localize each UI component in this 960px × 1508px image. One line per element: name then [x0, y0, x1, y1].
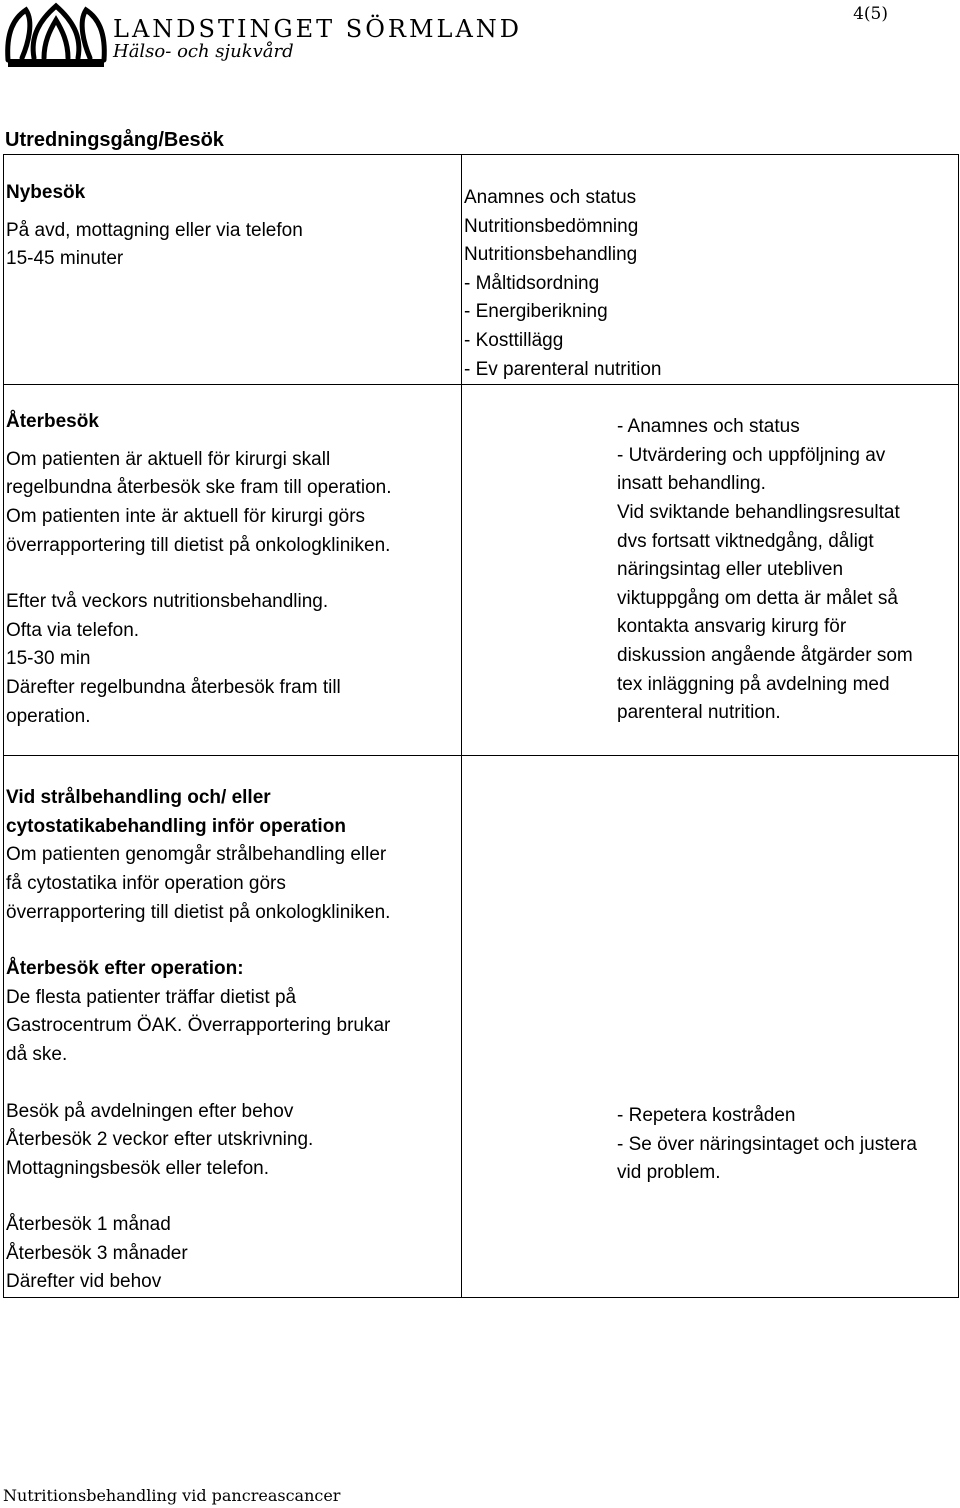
aterbesok-line: operation.: [6, 705, 91, 727]
after-operation-line: då ske.: [6, 1043, 68, 1065]
table-row-aterbesok: [4, 385, 959, 756]
after-operation-title: Återbesök efter operation:: [6, 958, 244, 980]
nybesok-description-cell: [4, 155, 462, 385]
stralbehandling-action: - Se över näringsintaget och justera: [617, 1133, 917, 1155]
nybesok-line: På avd, mottagning eller via telefon: [6, 219, 303, 241]
aterbesok-action: näringsintag eller utebliven: [617, 559, 844, 581]
nybesok-action: - Måltidsordning: [464, 272, 600, 294]
stralbehandling-action: - Repetera kostråden: [617, 1105, 796, 1127]
aterbesok-line: 15-30 min: [6, 648, 91, 670]
aterbesok-actions-cell: [462, 385, 959, 756]
followup-line: Återbesök 3 månader: [6, 1242, 188, 1264]
nybesok-action: - Kosttillägg: [464, 329, 564, 351]
aterbesok-line: Efter två veckors nutritionsbehandling.: [6, 591, 329, 613]
nybesok-title: Nybesök: [6, 182, 86, 203]
aterbesok-line: regelbundna återbesök ske fram till operation.: [6, 477, 392, 499]
stralbehandling-line: få cytostatika inför operation görs: [6, 872, 286, 894]
visit-line: Återbesök 2 veckor efter utskrivning.: [6, 1129, 314, 1151]
organization-subtitle: Hälso- och sjukvård: [113, 41, 294, 62]
nybesok-action: Anamnes och status: [464, 187, 637, 208]
visit-line: Besök på avdelningen efter behov: [6, 1100, 294, 1122]
stralbehandling-action: vid problem.: [617, 1162, 721, 1184]
nybesok-actions-cell: [462, 155, 959, 385]
aterbesok-action: tex inläggning på avdelning med: [617, 673, 890, 695]
aterbesok-action: viktuppgång om detta är målet så: [617, 587, 898, 609]
nybesok-action: - Energiberikning: [464, 301, 608, 323]
stralbehandling-line: överrapportering till dietist på onkologkliniken.: [6, 901, 391, 923]
aterbesok-action: Vid sviktande behandlingsresultat: [617, 501, 900, 523]
aterbesok-title: Återbesök: [6, 411, 99, 433]
aterbesok-line: Därefter regelbundna återbesök fram till: [6, 676, 341, 698]
aterbesok-description-cell: [4, 385, 462, 756]
stralbehandling-description-cell: [4, 756, 462, 1298]
stralbehandling-title: cytostatikabehandling inför operation: [6, 815, 346, 837]
nybesok-action: Nutritionsbehandling: [464, 244, 638, 266]
aterbesok-action: - Utvärdering och uppföljning av: [617, 444, 886, 466]
followup-line: Återbesök 1 månad: [6, 1214, 171, 1236]
stralbehandling-actions-cell: [462, 756, 959, 1298]
visit-line: Mottagningsbesök eller telefon.: [6, 1157, 269, 1179]
aterbesok-line: Om patienten är aktuell för kirurgi skall: [6, 448, 331, 470]
after-operation-line: De flesta patienter träffar dietist på: [6, 986, 297, 1008]
page-number: 4(5): [853, 4, 888, 24]
aterbesok-action: dvs fortsatt viktnedgång, dåligt: [617, 530, 874, 552]
aterbesok-line: Ofta via telefon.: [6, 619, 140, 641]
followup-line: Därefter vid behov: [6, 1271, 162, 1293]
section-heading: Utredningsgång/Besök: [5, 129, 224, 151]
organization-header: [113, 14, 522, 62]
visit-plan-table: [3, 154, 959, 1298]
organization-name: LANDSTINGET SÖRMLAND: [113, 15, 523, 43]
after-operation-line: Gastrocentrum ÖAK. Överrapportering brukar: [6, 1015, 391, 1037]
aterbesok-action: insatt behandling.: [617, 473, 766, 495]
aterbesok-action: diskussion angående åtgärder som: [617, 644, 913, 666]
table-row-stralbehandling: [4, 756, 959, 1298]
aterbesok-line: Om patienten inte är aktuell för kirurgi görs: [6, 505, 366, 527]
nybesok-action: Nutritionsbedömning: [464, 215, 639, 237]
stralbehandling-title: Vid strålbehandling och/ eller: [6, 787, 271, 809]
aterbesok-action: kontakta ansvarig kirurg för: [617, 616, 847, 638]
aterbesok-line: överrapportering till dietist på onkologkliniken.: [6, 534, 391, 556]
document-footer: Nutritionsbehandling vid pancreascancer: [3, 1486, 341, 1505]
table-row-nybesok: [4, 155, 959, 385]
nybesok-action: - Ev parenteral nutrition: [464, 358, 662, 380]
stralbehandling-line: Om patienten genomgår strålbehandling eller: [6, 844, 387, 866]
crown-logo-icon: [4, 2, 108, 70]
nybesok-line: 15-45 minuter: [6, 248, 124, 270]
aterbesok-action: parenteral nutrition.: [617, 702, 781, 724]
aterbesok-action: - Anamnes och status: [617, 416, 800, 438]
